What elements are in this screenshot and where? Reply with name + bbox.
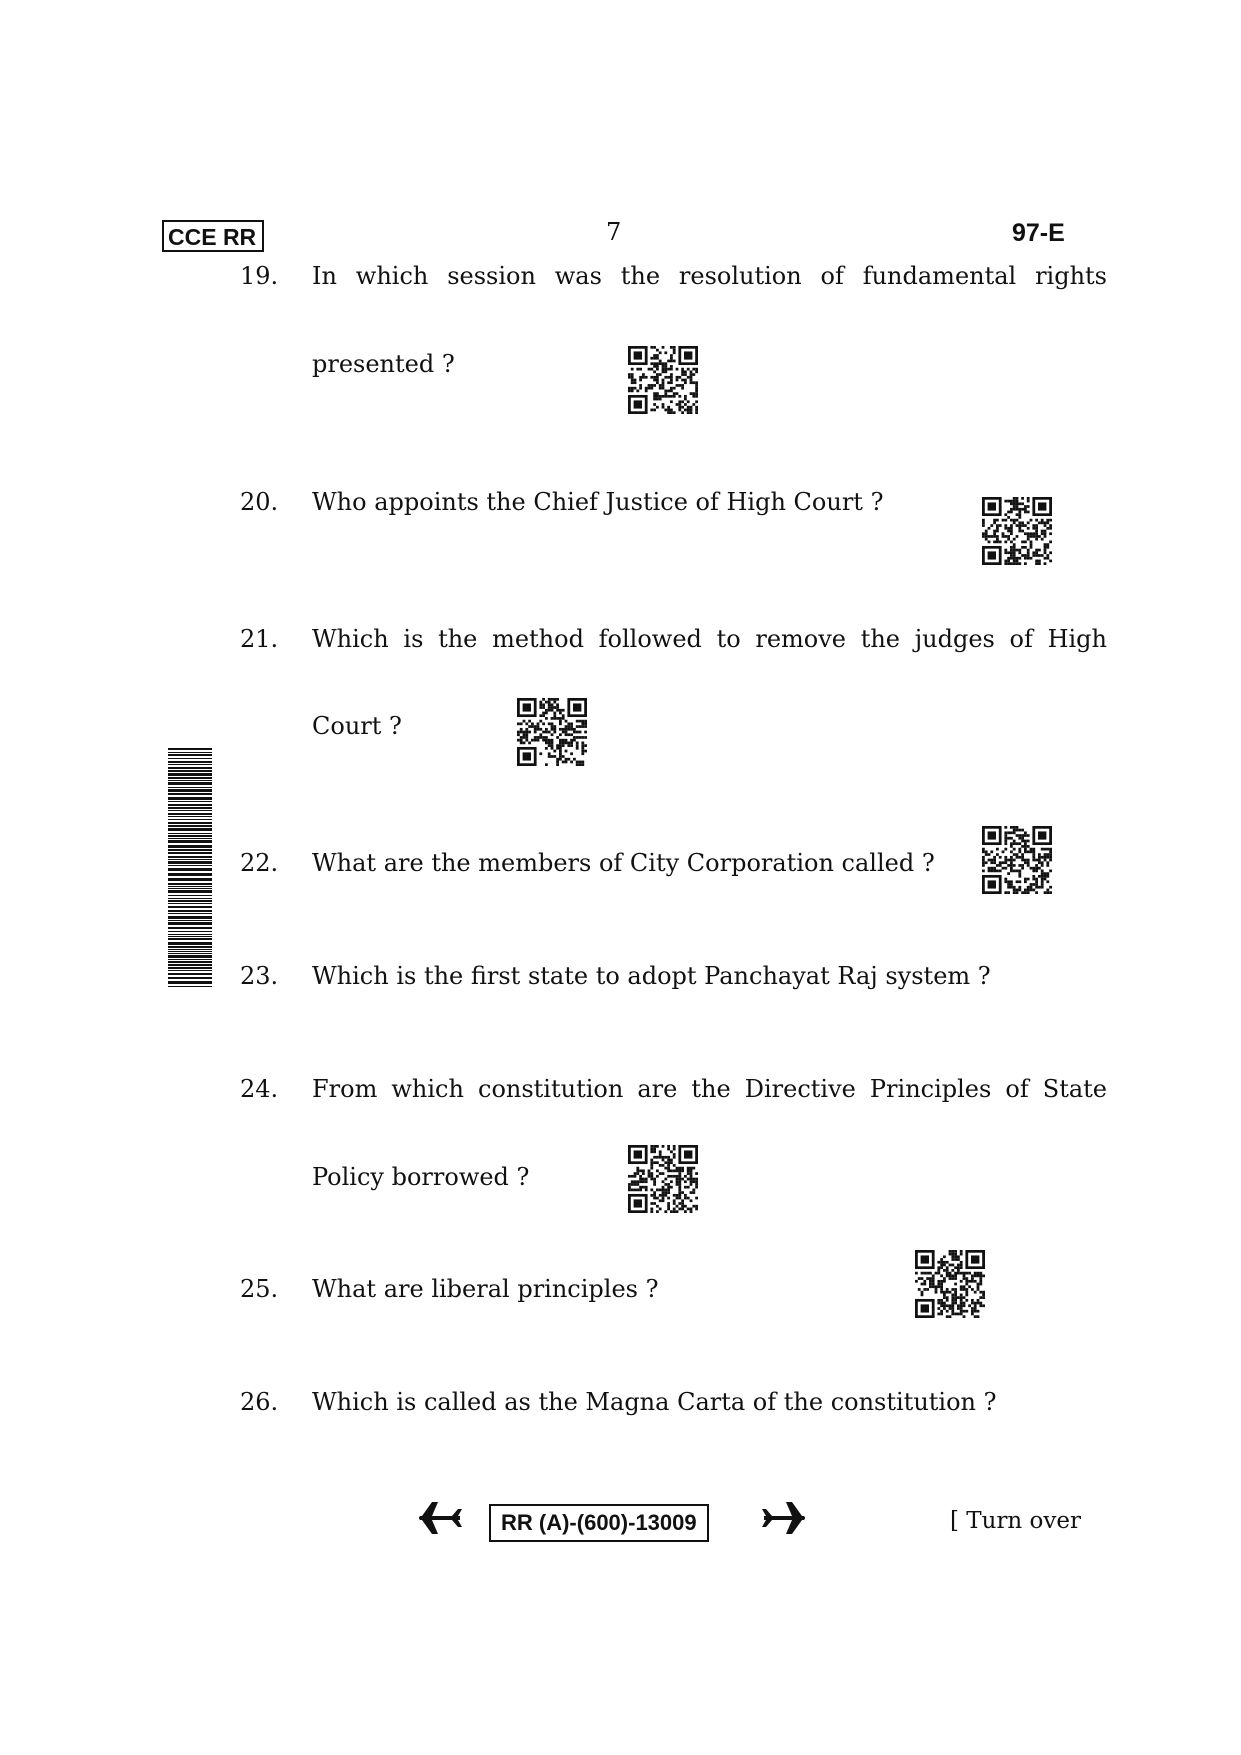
question-number: 24. [240, 1075, 279, 1103]
question-number: 21. [240, 625, 279, 653]
qr-code-icon [982, 497, 1052, 565]
question-text-cont: Court ? [312, 712, 402, 740]
question-text-cont: Policy borrowed ? [312, 1163, 530, 1191]
question-text: From which constitution are the Directive Principles of State [312, 1075, 1107, 1103]
question-text: What are liberal principles ? [312, 1275, 659, 1303]
question-number: 23. [240, 962, 279, 990]
airplane-icon [418, 1496, 462, 1540]
page-number: 7 [606, 218, 622, 246]
question-number: 22. [240, 849, 279, 877]
airplane-icon [762, 1496, 806, 1540]
question-number: 20. [240, 488, 279, 516]
question-number: 25. [240, 1275, 279, 1303]
question-number: 19. [240, 262, 279, 290]
barcode-icon [168, 748, 212, 988]
question-text: What are the members of City Corporation called ? [312, 849, 935, 877]
question-text: Which is the method followed to remove the judges of High [312, 625, 1107, 653]
qr-code-icon [517, 698, 587, 766]
qr-code-icon [915, 1250, 985, 1318]
question-text: Who appoints the Chief Justice of High Court ? [312, 488, 884, 516]
qr-code-icon [628, 1145, 698, 1213]
question-text: Which is called as the Magna Carta of the constitution ? [312, 1388, 997, 1416]
turn-over-label: [ Turn over [950, 1508, 1082, 1534]
paper-code: 97-E [1012, 219, 1065, 247]
qr-code-icon [982, 826, 1052, 894]
question-number: 26. [240, 1388, 279, 1416]
series-label: CCE RR [162, 220, 264, 252]
question-text-cont: presented ? [312, 350, 455, 378]
question-text: Which is the first state to adopt Panchayat Raj system ? [312, 962, 991, 990]
footer-code: RR (A)-(600)-13009 [489, 1504, 709, 1542]
qr-code-icon [628, 346, 698, 414]
question-text: In which session was the resolution of fundamental rights [312, 262, 1107, 290]
